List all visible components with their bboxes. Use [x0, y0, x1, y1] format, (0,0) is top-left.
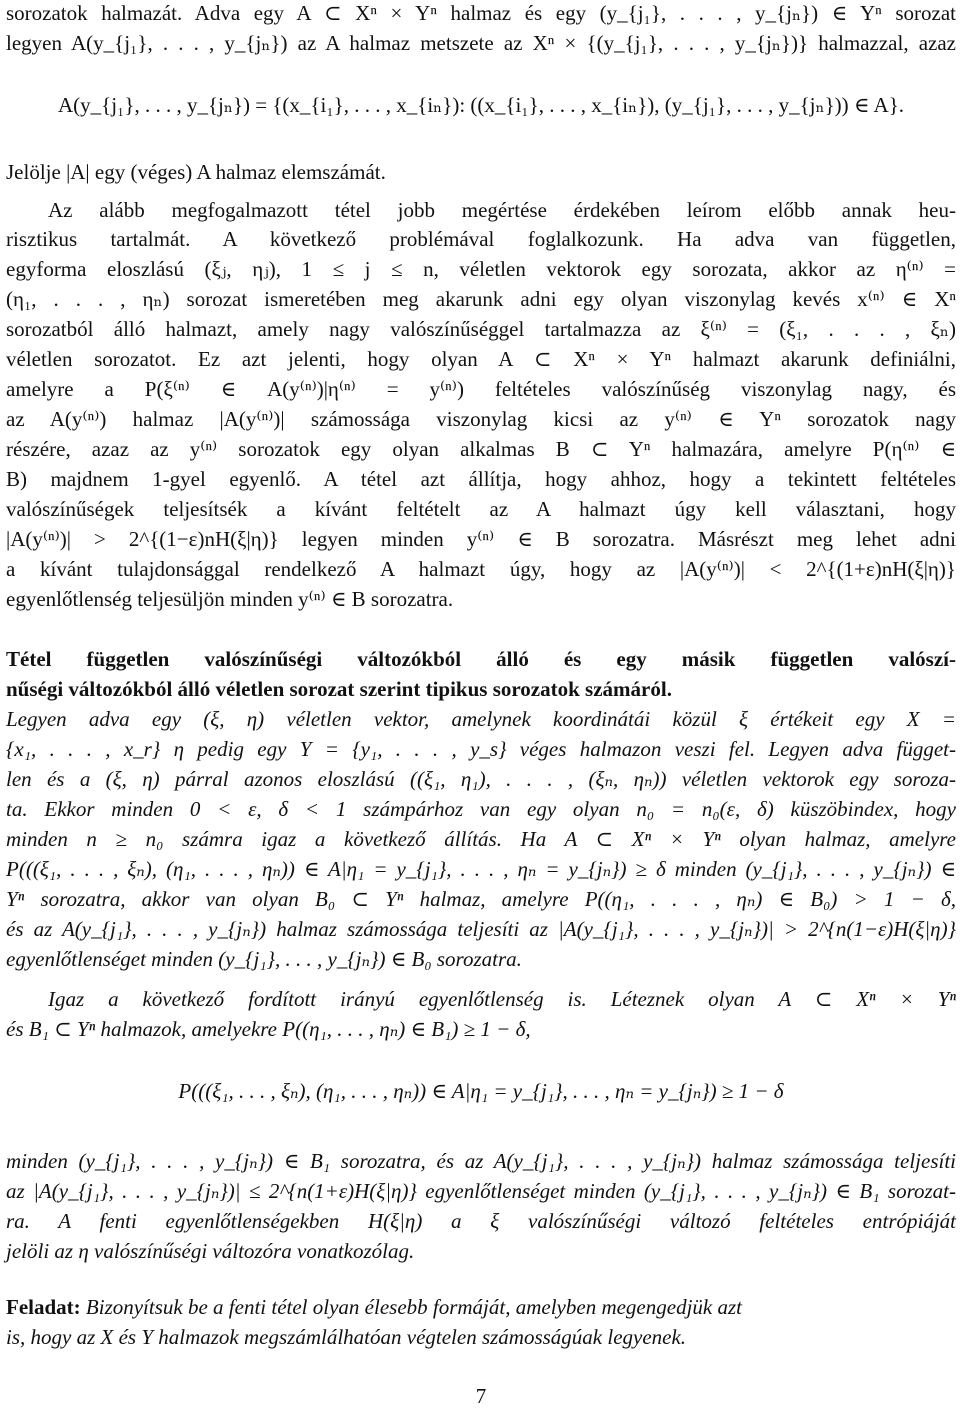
theorem-title: Tétel független valószínűségi változókból álló és egy másik független valószí-: [6, 647, 956, 671]
body-line: B) majdnem 1-gyel egyenlő. A tétel azt állítja, hogy ahhoz, hogy a tekintett feltételes: [6, 467, 956, 491]
body-line: Jelölje |A| egy (véges) A halmaz elemszámát.: [6, 160, 386, 184]
body-line: valószínűségek teljesítsék a kívánt feltételt az A halmazt úgy kell választani, hogy: [6, 497, 956, 521]
theorem-line: Legyen adva egy (ξ, η) véletlen vektor, amelynek koordinátái közül ξ értékeit egy X =: [6, 707, 956, 731]
theorem-line: P(((ξ₁, . . . , ξₙ), (η₁, . . . , ηₙ)) ∈ A|η₁ = y_{j₁}, . . . , ηₙ = y_{jₙ}) ≥ δ minden (y_{j₁}, . . . , y_{jₙ}) ∈: [6, 857, 956, 881]
body-line: |A(y⁽ⁿ⁾)| > 2^{(1−ε)nH(ξ|η)} legyen minden y⁽ⁿ⁾ ∈ B sorozatra. Másrészt meg lehet adni: [6, 527, 956, 551]
body-line: egyforma eloszlású (ξⱼ, ηⱼ), 1 ≤ j ≤ n, véletlen vektorok egy sorozata, akkor az η⁽ⁿ⁾ =: [6, 257, 956, 281]
page-number: 7: [475, 1384, 487, 1408]
body-line: egyenlőtlenség teljesüljön minden y⁽ⁿ⁾ ∈ B sorozatra.: [6, 587, 454, 611]
body-line: az A(y⁽ⁿ⁾) halmaz |A(y⁽ⁿ⁾)| számossága viszonylag kicsi az y⁽ⁿ⁾ ∈ Yⁿ sorozatok nagy: [6, 407, 956, 431]
converse-tail-line: jelöli az η valószínűségi változóra vonatkozólag.: [6, 1239, 415, 1263]
body-line: (η₁, . . . , ηₙ) sorozat ismeretében meg akarunk adni egy olyan viszonylag kevés x⁽ⁿ⁾ ∈ Xⁿ: [6, 287, 956, 311]
theorem-title: nűségi változókból álló véletlen sorozat szerint tipikus sorozatok számáról.: [6, 677, 672, 701]
intro-line: sorozatok halmazát. Adva egy A ⊂ Xⁿ × Yⁿ halmaz és egy (y_{j₁}, . . . , y_{jₙ}) ∈ Yⁿ sorozat: [6, 1, 956, 25]
converse-tail-line: ra. A fenti egyenlőtlenségekben H(ξ|η) a ξ valószínűségi változó feltételes entrópiáját: [6, 1209, 956, 1233]
theorem-line: minden n ≥ n₀ számra igaz a következő állítás. Ha A ⊂ Xⁿ × Yⁿ olyan halmaz, amelyre: [6, 827, 956, 851]
theorem-line: Yⁿ sorozatra, akkor van olyan B₀ ⊂ Yⁿ halmaz, amelyre P((η₁, . . . , ηₙ) ∈ B₀) > 1 − δ,: [6, 887, 956, 911]
theorem-line: {x₁, . . . , x_r} η pedig egy Y = {y₁, . . . , y_s} véges halmazon veszi fel. Legyen adva függet-: [6, 737, 956, 761]
display-formula: A(y_{j₁}, . . . , y_{jₙ}) = {(x_{i₁}, . . . , x_{iₙ}): ((x_{i₁}, . . . , x_{iₙ}), (y_{j₁}, . . . , y_{jₙ})) ∈ A}.: [57, 93, 905, 117]
body-line: amelyre a P(ξ⁽ⁿ⁾ ∈ A(y⁽ⁿ⁾)|η⁽ⁿ⁾ = y⁽ⁿ⁾) feltételes valószínűség viszonylag nagy, és: [6, 377, 956, 401]
converse-tail-line: az |A(y_{j₁}, . . . , y_{jₙ})| ≤ 2^{n(1+ε)H(ξ|η)} egyenlőtlenséget minden (y_{j₁}, . . . , y_{jₙ}) ∈ B₁ sorozat-: [6, 1179, 956, 1203]
body-line: risztikus tartalmát. A következő problémával foglalkozunk. Ha adva van független,: [6, 227, 956, 251]
converse-formula: P(((ξ₁, . . . , ξₙ), (η₁, . . . , ηₙ)) ∈ A|η₁ = y_{j₁}, . . . , ηₙ = y_{jₙ}) ≥ 1 − δ: [178, 1079, 784, 1103]
body-line: részére, azaz az y⁽ⁿ⁾ sorozatok egy olyan alkalmas B ⊂ Yⁿ halmazára, amelyre P(η⁽ⁿ⁾ ∈: [6, 437, 956, 461]
theorem-line: ta. Ekkor minden 0 < ε, δ < 1 számpárhoz van egy olyan n₀ = n₀(ε, δ) küszöbindex, hogy: [6, 797, 956, 821]
theorem-line: len és a (ξ, η) párral azonos eloszlású ((ξ₁, η₁), . . . , (ξₙ, ηₙ)) véletlen vektorok egy soroza-: [6, 767, 956, 791]
body-line: Az alább megfogalmazott tétel jobb megértése érdekében leírom előbb annak heu-: [48, 198, 956, 222]
exercise-label: Feladat:: [6, 1295, 81, 1319]
converse-tail-line: minden (y_{j₁}, . . . , y_{jₙ}) ∈ B₁ sorozatra, és az A(y_{j₁}, . . . , y_{jₙ}) halmaz számossága teljesíti: [6, 1149, 956, 1173]
converse-line: Igaz a következő fordított irányú egyenlőtlenség is. Léteznek olyan A ⊂ Xⁿ × Yⁿ: [48, 987, 956, 1011]
body-line: véletlen sorozatot. Ez azt jelenti, hogy olyan A ⊂ Xⁿ × Yⁿ halmazt akarunk definiálni,: [6, 347, 956, 371]
exercise-text: Bizonyítsuk be a fenti tétel olyan élesebb formáját, amelyben megengedjük azt: [80, 1295, 742, 1319]
body-line: a kívánt tulajdonsággal rendelkező A halmazt úgy, hogy az |A(y⁽ⁿ⁾)| < 2^{(1+ε)nH(ξ|η)}: [6, 557, 956, 581]
theorem-line: egyenlőtlenséget minden (y_{j₁}, . . . , y_{jₙ}) ∈ B₀ sorozatra.: [6, 947, 522, 971]
converse-line: és B₁ ⊂ Yⁿ halmazok, amelyekre P((η₁, . . . , ηₙ) ∈ B₁) ≥ 1 − δ,: [6, 1017, 531, 1041]
exercise-line: is, hogy az X és Y halmazok megszámlálhatóan végtelen számosságúak legyenek.: [6, 1325, 687, 1349]
theorem-line: és az A(y_{j₁}, . . . , y_{jₙ}) halmaz számossága teljesíti az |A(y_{j₁}, . . . , y_{jₙ})| > 2^{n(1−ε)H(ξ|η)}: [6, 917, 956, 941]
exercise-line: [6, 1297, 956, 1318]
intro-line: legyen A(y_{j₁}, . . . , y_{jₙ}) az A halmaz metszete az Xⁿ × {(y_{j₁}, . . . , y_{jₙ})} halmazzal, azaz: [6, 31, 956, 55]
body-line: sorozatból álló halmazt, amely nagy valószínűséggel tartalmazza az ξ⁽ⁿ⁾ = (ξ₁, . . . , ξₙ): [6, 317, 956, 341]
